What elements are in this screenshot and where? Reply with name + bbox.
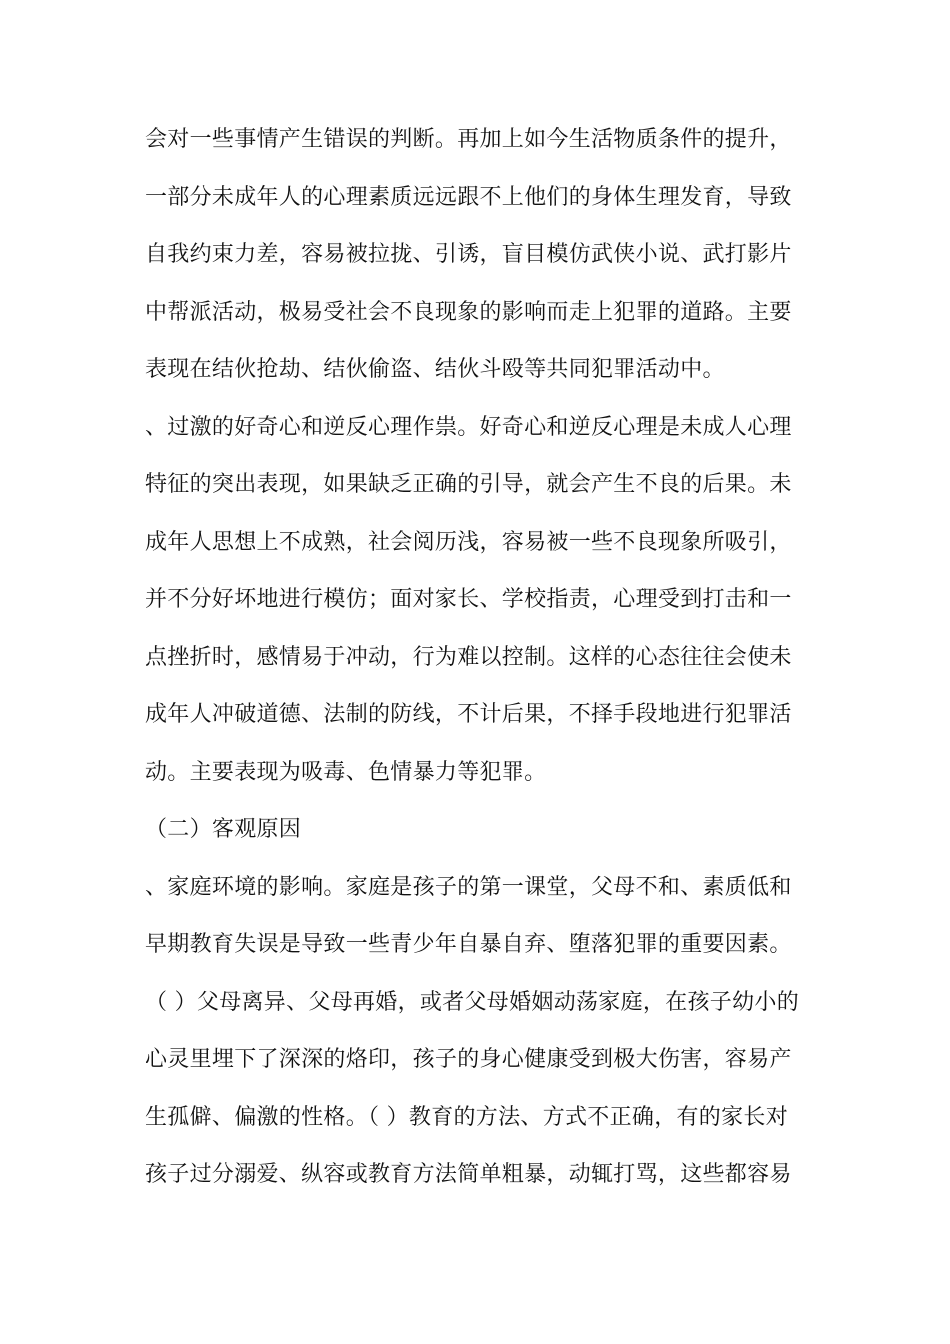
text-line: 自我约束力差，容易被拉拢、引诱，盲目模仿武侠小说、武打影片 — [145, 242, 792, 267]
text-line: 、过激的好奇心和逆反心理作祟。好奇心和逆反心理是未成人心理 — [145, 414, 792, 440]
text-line: 表现在结伙抢劫、结伙偷盗、结伙斗殴等共同犯罪活动中。 — [145, 357, 725, 382]
text-line: 成年人思想上不成熟，社会阅历浅，容易被一些不良现象所吸引， — [145, 529, 792, 555]
text-line: 一部分未成年人的心理素质远远跟不上他们的身体生理发育，导致 — [145, 184, 792, 210]
text-line: 心灵里埋下了深深的烙印，孩子的身心健康受到极大伤害，容易产 — [145, 1047, 792, 1072]
text-line: 会对一些事情产生错误的判断。再加上如今生活物质条件的提升， — [145, 127, 792, 152]
text-line: 早期教育失误是导致一些青少年自暴自弃、堕落犯罪的重要因素。 — [145, 932, 792, 957]
text-line: 、家庭环境的影响。家庭是孩子的第一课堂，父母不和、素质低和 — [145, 874, 792, 900]
text-line: 点挫折时，感情易于冲动，行为难以控制。这样的心态往往会使未 — [145, 644, 792, 670]
text-line: （ ）父母离异、父母再婚，或者父母婚姻动荡家庭，在孩子幼小的 — [145, 989, 799, 1015]
text-line: 成年人冲破道德、法制的防线，不计后果，不择手段地进行犯罪活 — [145, 702, 792, 727]
text-line: 中帮派活动，极易受社会不良现象的影响而走上犯罪的道路。主要 — [145, 299, 792, 325]
section-heading: （二）客观原因 — [145, 817, 302, 842]
text-line: 特征的突出表现，如果缺乏正确的引导，就会产生不良的后果。未 — [145, 472, 792, 497]
text-line: 生孤僻、偏激的性格。（ ）教育的方法、方式不正确，有的家长对 — [145, 1104, 788, 1130]
text-line: 并不分好坏地进行模仿；面对家长、学校指责，心理受到打击和一 — [145, 587, 792, 612]
text-line: 孩子过分溺爱、纵容或教育方法简单粗暴，动辄打骂，这些都容易 — [145, 1162, 792, 1187]
body-text — [145, 118, 810, 1211]
text-line: 动。主要表现为吸毒、色情暴力等犯罪。 — [145, 759, 547, 785]
